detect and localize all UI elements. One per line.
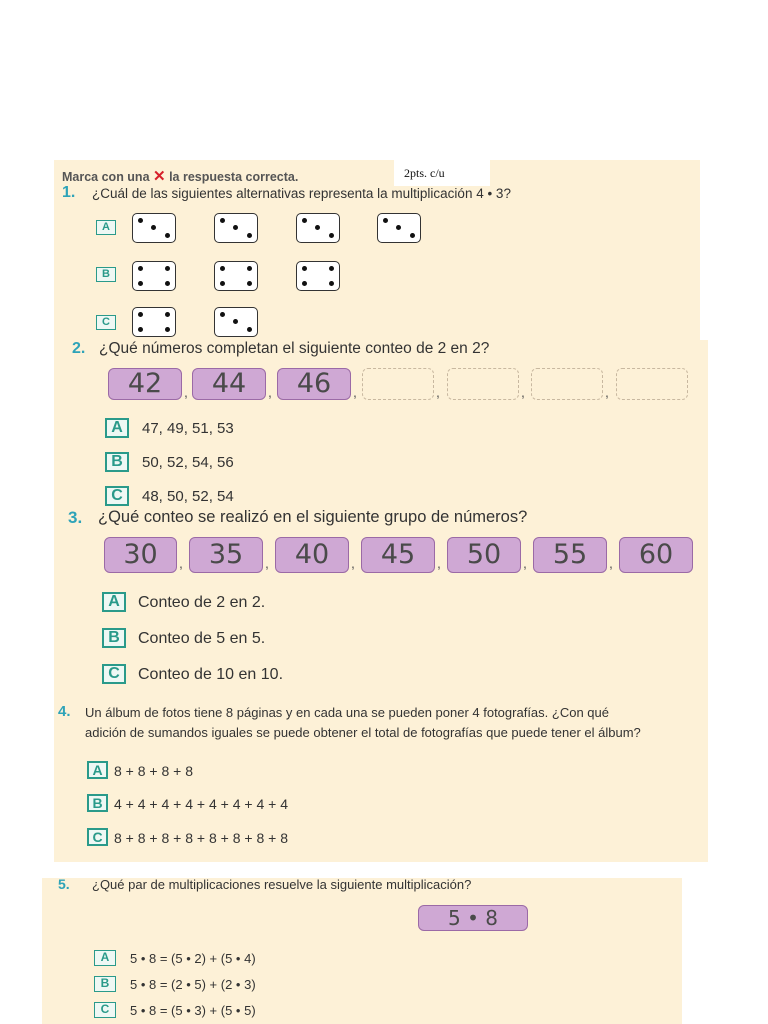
sequence-number: 42 bbox=[108, 368, 182, 400]
sequence-number: 44 bbox=[192, 368, 266, 400]
q4-option-c[interactable]: C bbox=[87, 828, 108, 846]
sequence-blank[interactable] bbox=[616, 368, 688, 400]
question-4-text-line-1: Un álbum de fotos tiene 8 páginas y en cada una se pueden poner 4 fotografías. ¿Con qué bbox=[85, 705, 609, 720]
die-three bbox=[214, 213, 258, 243]
q3-option-c-text: Conteo de 10 en 10. bbox=[138, 666, 284, 683]
q4-option-a[interactable]: A bbox=[87, 761, 108, 779]
question-5-text: ¿Qué par de multiplicaciones resuelve la siguiente multiplicación? bbox=[92, 877, 472, 892]
q1-option-a[interactable]: A bbox=[96, 220, 116, 235]
die-three bbox=[377, 213, 421, 243]
sequence-number: 60 bbox=[619, 537, 693, 573]
q3-option-b[interactable]: B bbox=[102, 628, 126, 648]
question-2-text: ¿Qué números completan el siguiente conteo de 2 en 2? bbox=[99, 340, 490, 357]
question-3-text: ¿Qué conteo se realizó en el siguiente grupo de números? bbox=[98, 508, 528, 526]
die-four bbox=[296, 261, 340, 291]
q3-option-a[interactable]: A bbox=[102, 592, 126, 612]
sequence-number: 50 bbox=[447, 537, 521, 573]
q3-option-b-text: Conteo de 5 en 5. bbox=[138, 630, 266, 647]
q2-option-b-text: 50, 52, 54, 56 bbox=[142, 454, 234, 471]
q2-option-a-text: 47, 49, 51, 53 bbox=[142, 420, 234, 437]
q2-option-b[interactable]: B bbox=[105, 452, 129, 472]
sequence-number: 45 bbox=[361, 537, 435, 573]
question-4-text-line-2: adición de sumandos iguales se puede obtener el total de fotografías que puede tener el álbum? bbox=[85, 725, 641, 740]
die-four bbox=[132, 261, 176, 291]
q1-option-b[interactable]: B bbox=[96, 267, 116, 282]
question-1-text: ¿Cuál de las siguientes alternativas representa la multiplicación 4 • 3? bbox=[92, 186, 511, 201]
q2-option-c[interactable]: C bbox=[105, 486, 129, 506]
q5-option-c-text: 5 • 8 = (5 • 3) + (5 • 5) bbox=[130, 1003, 256, 1018]
target-expression: 5 • 8 bbox=[418, 905, 528, 931]
sequence-blank[interactable] bbox=[362, 368, 434, 400]
sequence-number: 35 bbox=[189, 537, 263, 573]
q5-option-b[interactable]: B bbox=[94, 976, 116, 992]
sequence-number: 55 bbox=[533, 537, 607, 573]
q3-option-c[interactable]: C bbox=[102, 664, 126, 684]
q1-option-c[interactable]: C bbox=[96, 315, 116, 330]
die-four bbox=[214, 261, 258, 291]
q4-option-b-text: 4 + 4 + 4 + 4 + 4 + 4 + 4 + 4 bbox=[114, 796, 288, 812]
die-three bbox=[214, 307, 258, 337]
q4-option-c-text: 8 + 8 + 8 + 8 + 8 + 8 + 8 + 8 bbox=[114, 830, 288, 846]
question-1-number: 1. bbox=[62, 184, 76, 201]
q5-option-b-text: 5 • 8 = (2 • 5) + (2 • 3) bbox=[130, 977, 256, 992]
question-3-number: 3. bbox=[68, 508, 83, 527]
die-three bbox=[132, 213, 176, 243]
q5-option-c[interactable]: C bbox=[94, 1002, 116, 1018]
x-mark-icon: ✕ bbox=[153, 168, 166, 185]
q4-option-a-text: 8 + 8 + 8 + 8 bbox=[114, 763, 194, 779]
q3-option-a-text: Conteo de 2 en 2. bbox=[138, 594, 266, 611]
sequence-blank[interactable] bbox=[447, 368, 519, 400]
q5-option-a-text: 5 • 8 = (5 • 2) + (5 • 4) bbox=[130, 951, 256, 966]
question-2-number: 2. bbox=[72, 340, 86, 357]
instruction: Marca con una ✕ la respuesta correcta. bbox=[62, 168, 299, 185]
sequence-number: 40 bbox=[275, 537, 349, 573]
q5-option-a[interactable]: A bbox=[94, 950, 116, 966]
question-5-number: 5. bbox=[58, 876, 70, 892]
sequence-number: 46 bbox=[277, 368, 351, 400]
q2-option-a[interactable]: A bbox=[105, 418, 129, 438]
question-4-number: 4. bbox=[58, 703, 71, 720]
die-three bbox=[296, 213, 340, 243]
sequence-number: 30 bbox=[104, 537, 177, 573]
q2-option-c-text: 48, 50, 52, 54 bbox=[142, 488, 234, 505]
sequence-blank[interactable] bbox=[531, 368, 603, 400]
q4-option-b[interactable]: B bbox=[87, 794, 108, 812]
points-label: 2pts. c/u bbox=[404, 166, 445, 180]
die-four bbox=[132, 307, 176, 337]
